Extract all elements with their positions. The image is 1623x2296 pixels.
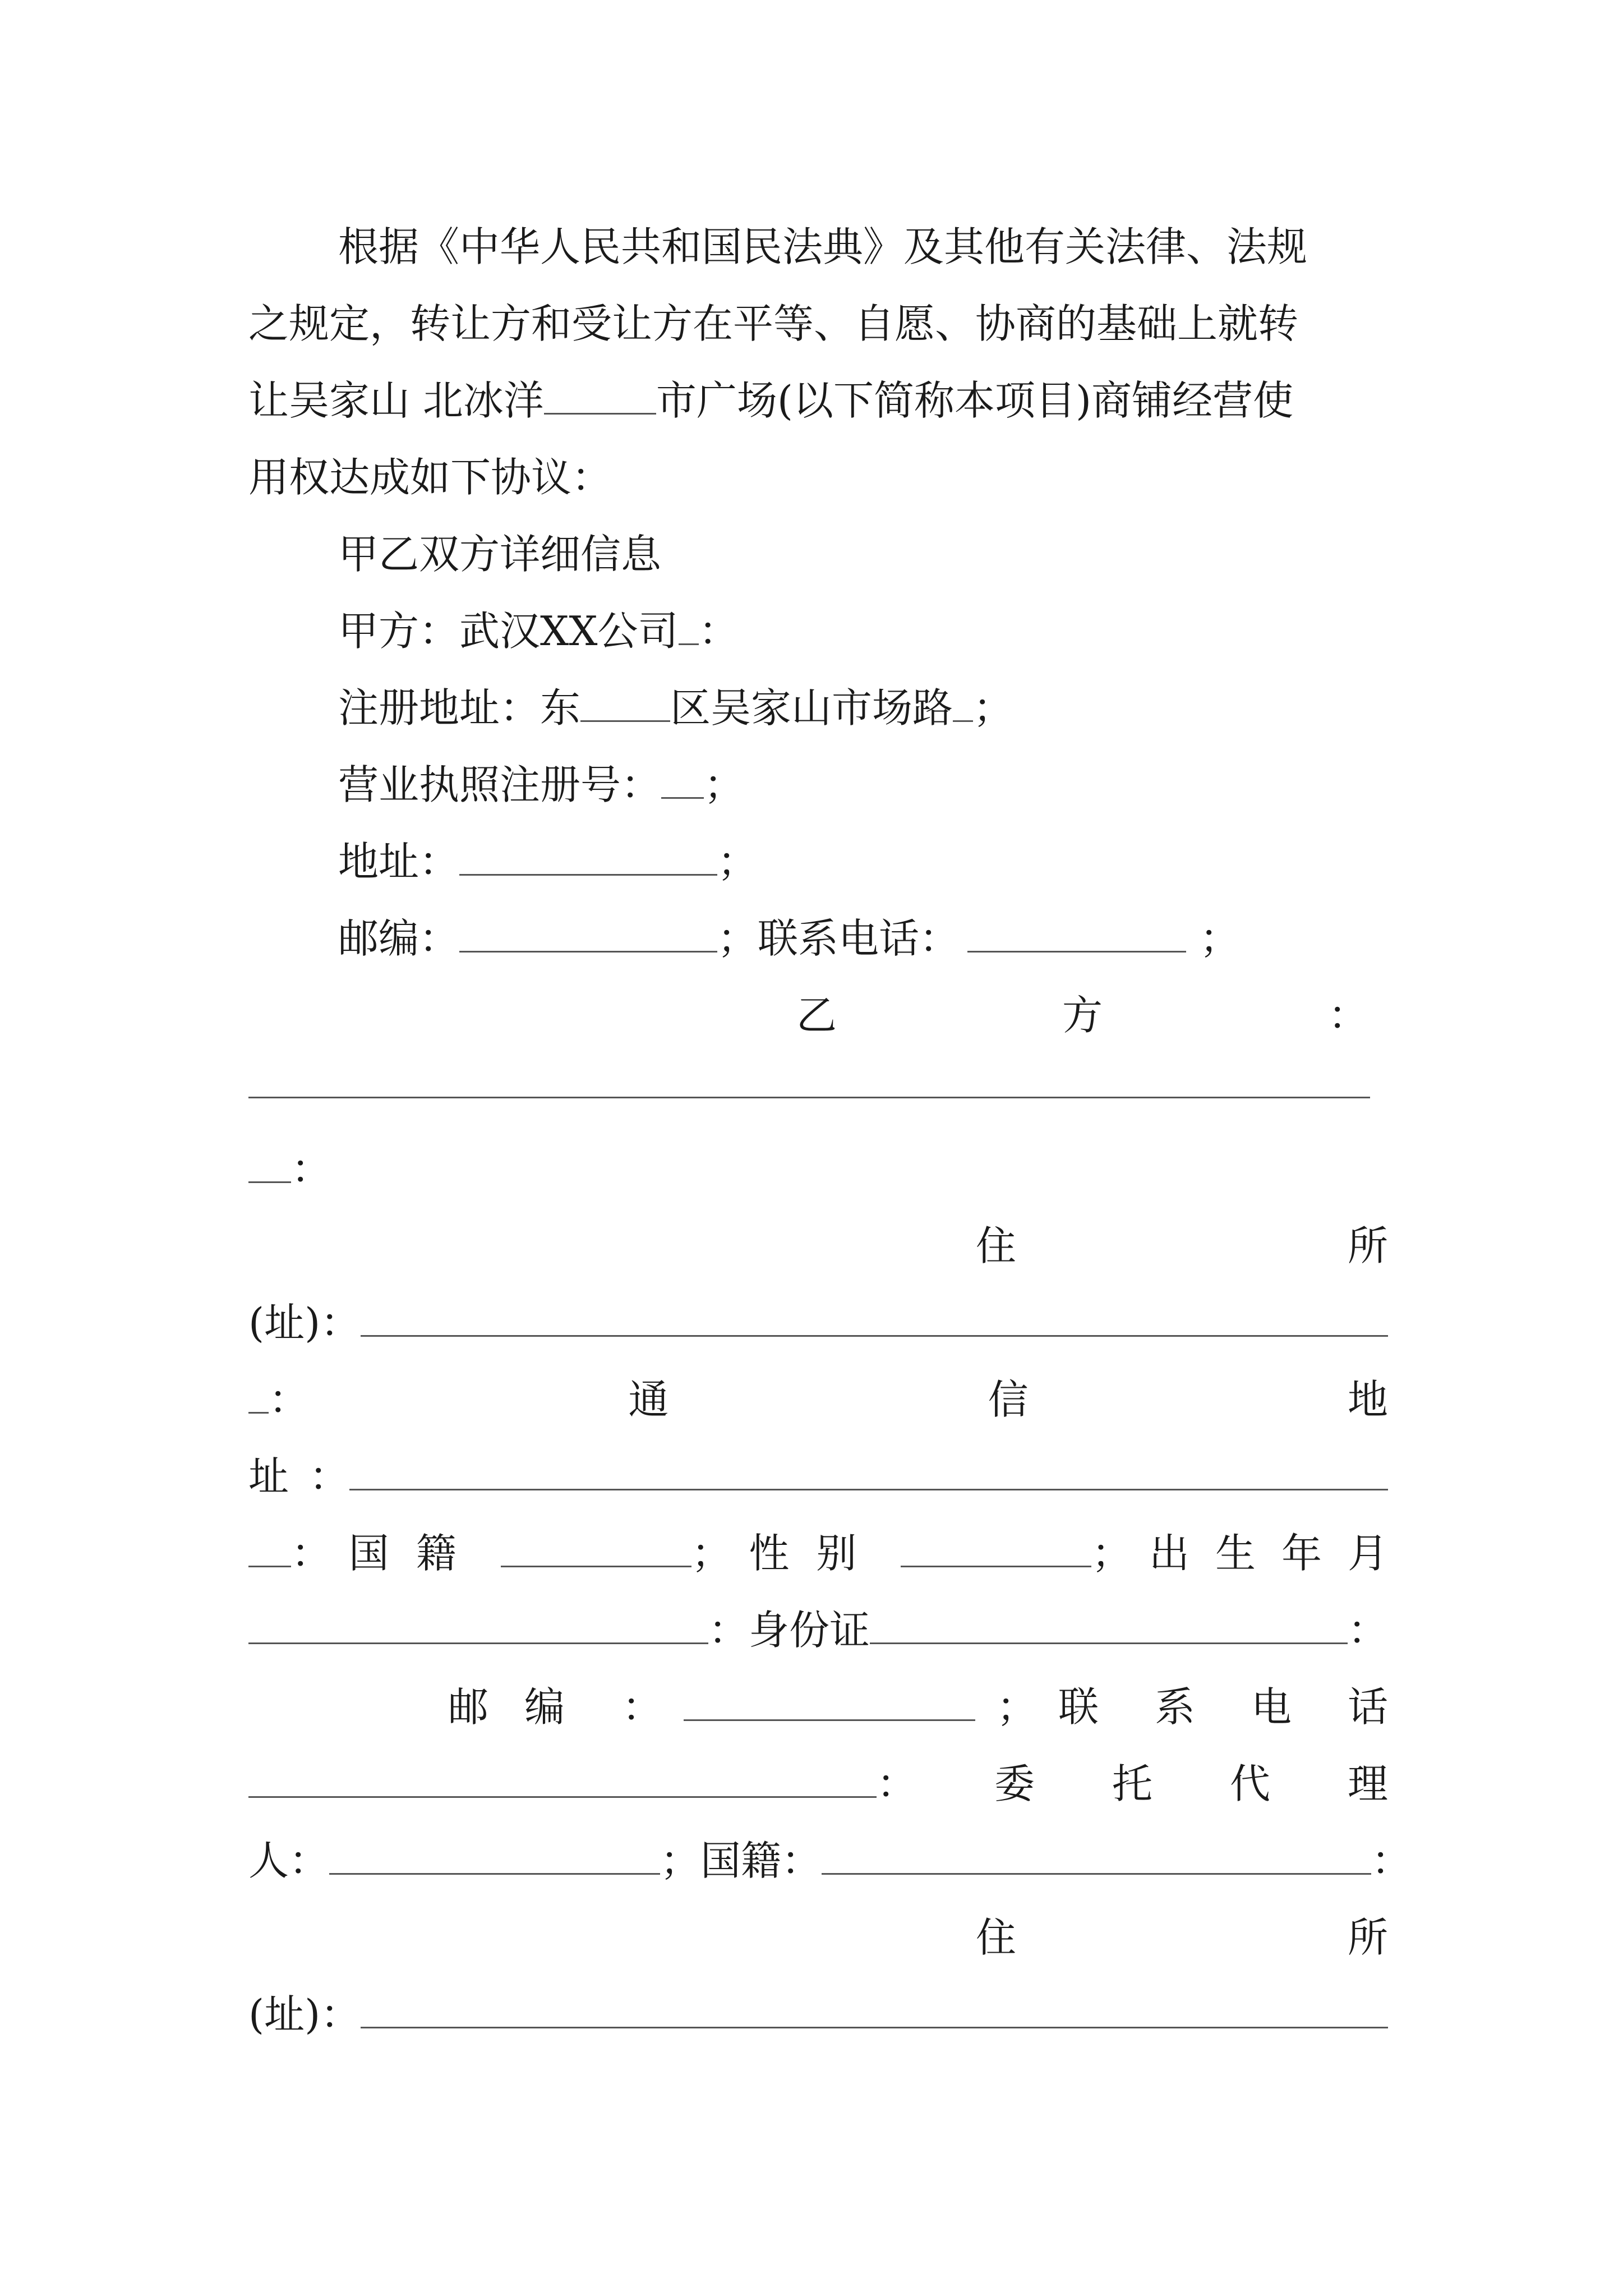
blank-field[interactable] bbox=[679, 596, 699, 645]
party-a-postcode-phone: 邮编： ；联系电话： ； bbox=[338, 900, 1388, 977]
blank-field[interactable] bbox=[248, 1595, 708, 1644]
party-a-address: 地址： ； bbox=[338, 823, 1388, 900]
party-b-name-blank[interactable] bbox=[248, 1097, 1370, 1098]
blank-field[interactable] bbox=[329, 1826, 660, 1875]
party-b-residence2-label: 住 所 bbox=[976, 1914, 1388, 1961]
blank-field[interactable] bbox=[459, 904, 717, 953]
blank-field[interactable] bbox=[248, 1519, 291, 1567]
intro-line-4: 用权达成如下协议： bbox=[248, 454, 612, 501]
blank-field[interactable] bbox=[361, 1980, 1388, 2028]
party-a-name: 甲方：武汉XX公司 ： bbox=[338, 593, 1388, 669]
party-b-agent-2: 人： ；国籍： ： bbox=[248, 1823, 1388, 1899]
party-a-reg-address: 注册地址：东 区吴家山市场路 ； bbox=[338, 670, 1388, 746]
party-b-comm-address: ： 通 信 地 bbox=[248, 1361, 1388, 1438]
party-b-residence: (址)： bbox=[248, 1285, 1388, 1361]
party-b-postcode-phone: 邮编 ： ； 联系电话 bbox=[248, 1669, 1388, 1745]
party-b-residence-label: 住 所 bbox=[976, 1222, 1388, 1269]
section-title: 甲乙双方详细信息 bbox=[338, 531, 662, 578]
party-b-label: 乙 方 ： bbox=[796, 992, 1368, 1039]
blank-field[interactable] bbox=[822, 1826, 1371, 1875]
blank-field[interactable] bbox=[580, 673, 670, 722]
blank-field[interactable] bbox=[501, 1519, 691, 1567]
blank-field[interactable] bbox=[248, 1749, 877, 1798]
intro-line-3: 让吴家山 北冰洋 市广场(以下简称本项目)商铺经营使 bbox=[248, 362, 1388, 439]
party-b-residence2: (址)： bbox=[248, 1976, 1388, 2053]
blank-field[interactable] bbox=[459, 827, 717, 876]
blank-field[interactable] bbox=[248, 1365, 269, 1414]
blank-field[interactable] bbox=[901, 1519, 1091, 1567]
blank-field[interactable] bbox=[349, 1442, 1388, 1490]
blank-field[interactable] bbox=[248, 1134, 291, 1183]
intro-line-1: 根据《中华人民共和国民法典》及其他有关法律、法规 bbox=[338, 223, 1308, 270]
blank-field[interactable] bbox=[544, 366, 656, 415]
party-b-agent: ： 委 托 代 理 bbox=[248, 1746, 1388, 1822]
party-a-license: 营业执照注册号： ； bbox=[338, 747, 1388, 823]
blank-field[interactable] bbox=[661, 750, 704, 799]
blank-field[interactable] bbox=[967, 904, 1186, 953]
party-b-name-end: ： bbox=[248, 1131, 1388, 1207]
intro-line-2: 之规定，转让方和受让方在平等、自愿、协商的基础上就转 bbox=[248, 300, 1299, 347]
blank-field[interactable] bbox=[684, 1672, 975, 1721]
blank-field[interactable] bbox=[361, 1288, 1388, 1337]
party-b-nat-gender-birth: ： 国籍 ； 性别 ； 出生年月 bbox=[248, 1515, 1388, 1591]
party-b-comm-address-2: 址 ： bbox=[248, 1438, 1388, 1515]
party-b-id-card: ： 身份证 ： bbox=[248, 1592, 1388, 1668]
blank-field[interactable] bbox=[870, 1595, 1348, 1644]
blank-field[interactable] bbox=[953, 673, 973, 722]
